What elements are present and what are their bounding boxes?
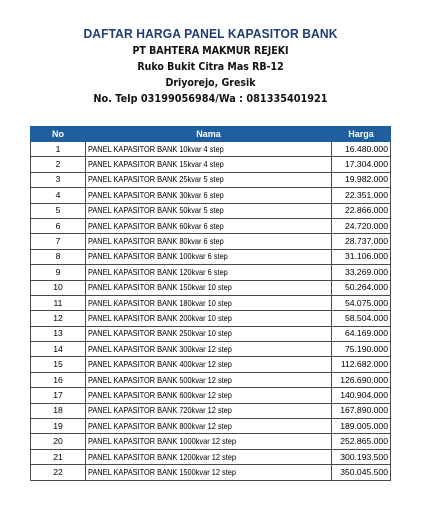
row-number: 12 xyxy=(31,311,86,326)
row-product-name: PANEL KAPASITOR BANK 30kvar 6 step xyxy=(88,189,224,200)
row-number: 7 xyxy=(31,234,86,249)
row-product-name: PANEL KAPASITOR BANK 800kvar 12 step xyxy=(88,420,232,431)
row-number: 5 xyxy=(31,203,86,218)
row-product-name: PANEL KAPASITOR BANK 150kvar 10 step xyxy=(88,282,232,293)
table-row xyxy=(31,342,391,357)
table-body xyxy=(31,142,391,481)
row-number: 6 xyxy=(31,218,86,233)
row-product-name: PANEL KAPASITOR BANK 300kvar 12 step xyxy=(88,343,232,354)
row-price: 22.866.000 xyxy=(332,203,391,218)
row-price: 252.865.000 xyxy=(332,434,391,449)
document-header xyxy=(0,26,421,107)
row-product-name-cell xyxy=(86,249,332,264)
row-price: 31.106.000 xyxy=(332,249,391,264)
row-product-name-cell xyxy=(86,203,332,218)
row-product-name: PANEL KAPASITOR BANK 250kvar 10 step xyxy=(88,328,232,339)
row-product-name-cell xyxy=(86,388,332,403)
table-row xyxy=(31,172,391,187)
table-row xyxy=(31,295,391,310)
row-product-name: PANEL KAPASITOR BANK 400kvar 12 step xyxy=(88,359,232,370)
row-number: 16 xyxy=(31,372,86,387)
table-row xyxy=(31,280,391,295)
table-header-row xyxy=(31,127,391,142)
row-product-name: PANEL KAPASITOR BANK 25kvar 5 step xyxy=(88,174,224,185)
row-product-name: PANEL KAPASITOR BANK 500kvar 12 step xyxy=(88,374,232,385)
row-number: 11 xyxy=(31,295,86,310)
row-product-name-cell xyxy=(86,372,332,387)
row-product-name-cell xyxy=(86,465,332,480)
row-product-name-cell xyxy=(86,403,332,418)
table-row xyxy=(31,311,391,326)
row-number: 1 xyxy=(31,142,86,157)
row-number: 19 xyxy=(31,419,86,434)
row-product-name-cell xyxy=(86,157,332,172)
row-number: 4 xyxy=(31,188,86,203)
row-price: 33.269.000 xyxy=(332,265,391,280)
row-product-name-cell xyxy=(86,234,332,249)
column-header-name: Nama xyxy=(86,127,332,142)
row-product-name-cell xyxy=(86,265,332,280)
row-number: 3 xyxy=(31,172,86,187)
row-product-name-cell xyxy=(86,434,332,449)
row-price: 58.504.000 xyxy=(332,311,391,326)
table-row xyxy=(31,218,391,233)
table-row xyxy=(31,265,391,280)
column-header-no: No xyxy=(31,127,86,142)
row-product-name-cell xyxy=(86,449,332,464)
table-row xyxy=(31,234,391,249)
row-price: 54.075.000 xyxy=(332,295,391,310)
table-row xyxy=(31,188,391,203)
table-row xyxy=(31,157,391,172)
row-product-name: PANEL KAPASITOR BANK 1000kvar 12 step xyxy=(88,436,237,447)
address-line-2: Driyorejo, Gresik xyxy=(165,77,256,89)
table-row xyxy=(31,249,391,264)
row-product-name: PANEL KAPASITOR BANK 15kvar 4 step xyxy=(88,159,224,170)
row-number: 18 xyxy=(31,403,86,418)
table-row xyxy=(31,142,391,157)
row-product-name-cell xyxy=(86,218,332,233)
column-header-price: Harga xyxy=(332,127,391,142)
row-product-name-cell xyxy=(86,311,332,326)
row-price: 112.682.000 xyxy=(332,357,391,372)
row-product-name: PANEL KAPASITOR BANK 1500kvar 12 step xyxy=(88,466,237,477)
row-price: 64.169.000 xyxy=(332,326,391,341)
row-product-name: PANEL KAPASITOR BANK 60kvar 6 step xyxy=(88,220,224,231)
row-number: 21 xyxy=(31,449,86,464)
contact-line: No. Telp 03199056984/Wa : 081335401921 xyxy=(93,92,328,105)
row-product-name: PANEL KAPASITOR BANK 10kvar 4 step xyxy=(88,143,224,154)
row-price: 300.193.500 xyxy=(332,449,391,464)
row-product-name-cell xyxy=(86,419,332,434)
table-row xyxy=(31,403,391,418)
company-name: PT BAHTERA MAKMUR REJEKI xyxy=(132,45,289,57)
row-number: 13 xyxy=(31,326,86,341)
row-number: 17 xyxy=(31,388,86,403)
table-row xyxy=(31,449,391,464)
row-product-name-cell xyxy=(86,142,332,157)
row-product-name: PANEL KAPASITOR BANK 80kvar 6 step xyxy=(88,236,224,247)
row-product-name: PANEL KAPASITOR BANK 50kvar 5 step xyxy=(88,205,224,216)
row-number: 9 xyxy=(31,265,86,280)
table-row xyxy=(31,434,391,449)
row-product-name: PANEL KAPASITOR BANK 200kvar 10 step xyxy=(88,312,232,323)
row-number: 8 xyxy=(31,249,86,264)
row-price: 167.890.000 xyxy=(332,403,391,418)
row-number: 15 xyxy=(31,357,86,372)
row-price: 126.690.000 xyxy=(332,372,391,387)
row-number: 20 xyxy=(31,434,86,449)
row-price: 17.304.000 xyxy=(332,157,391,172)
table-row xyxy=(31,465,391,480)
row-number: 22 xyxy=(31,465,86,480)
table-row xyxy=(31,388,391,403)
row-price: 75.190.000 xyxy=(332,342,391,357)
row-product-name: PANEL KAPASITOR BANK 180kvar 10 step xyxy=(88,297,232,308)
table-row xyxy=(31,203,391,218)
row-product-name-cell xyxy=(86,188,332,203)
row-product-name: PANEL KAPASITOR BANK 100kvar 6 step xyxy=(88,251,228,262)
row-product-name: PANEL KAPASITOR BANK 600kvar 12 step xyxy=(88,389,232,400)
row-number: 14 xyxy=(31,342,86,357)
row-price: 28.737.000 xyxy=(332,234,391,249)
document-title: DAFTAR HARGA PANEL KAPASITOR BANK xyxy=(83,26,338,41)
table-row xyxy=(31,372,391,387)
row-price: 19.982.000 xyxy=(332,172,391,187)
row-product-name-cell xyxy=(86,342,332,357)
row-product-name-cell xyxy=(86,295,332,310)
row-product-name-cell xyxy=(86,280,332,295)
price-table xyxy=(30,126,391,481)
row-product-name: PANEL KAPASITOR BANK 120kvar 6 step xyxy=(88,266,228,277)
table-row xyxy=(31,326,391,341)
address-line-1: Ruko Bukit Citra Mas RB-12 xyxy=(137,61,284,73)
row-price: 140.904.000 xyxy=(332,388,391,403)
row-product-name: PANEL KAPASITOR BANK 1200kvar 12 step xyxy=(88,451,237,462)
row-price: 350.045.500 xyxy=(332,465,391,480)
row-price: 16.480.000 xyxy=(332,142,391,157)
row-product-name: PANEL KAPASITOR BANK 720kvar 12 step xyxy=(88,405,232,416)
row-price: 50.264.000 xyxy=(332,280,391,295)
row-price: 189.005.000 xyxy=(332,419,391,434)
row-number: 2 xyxy=(31,157,86,172)
table-row xyxy=(31,419,391,434)
row-product-name-cell xyxy=(86,326,332,341)
row-price: 22.351.000 xyxy=(332,188,391,203)
row-number: 10 xyxy=(31,280,86,295)
table-row xyxy=(31,357,391,372)
row-product-name-cell xyxy=(86,172,332,187)
row-product-name-cell xyxy=(86,357,332,372)
row-price: 24.720.000 xyxy=(332,218,391,233)
